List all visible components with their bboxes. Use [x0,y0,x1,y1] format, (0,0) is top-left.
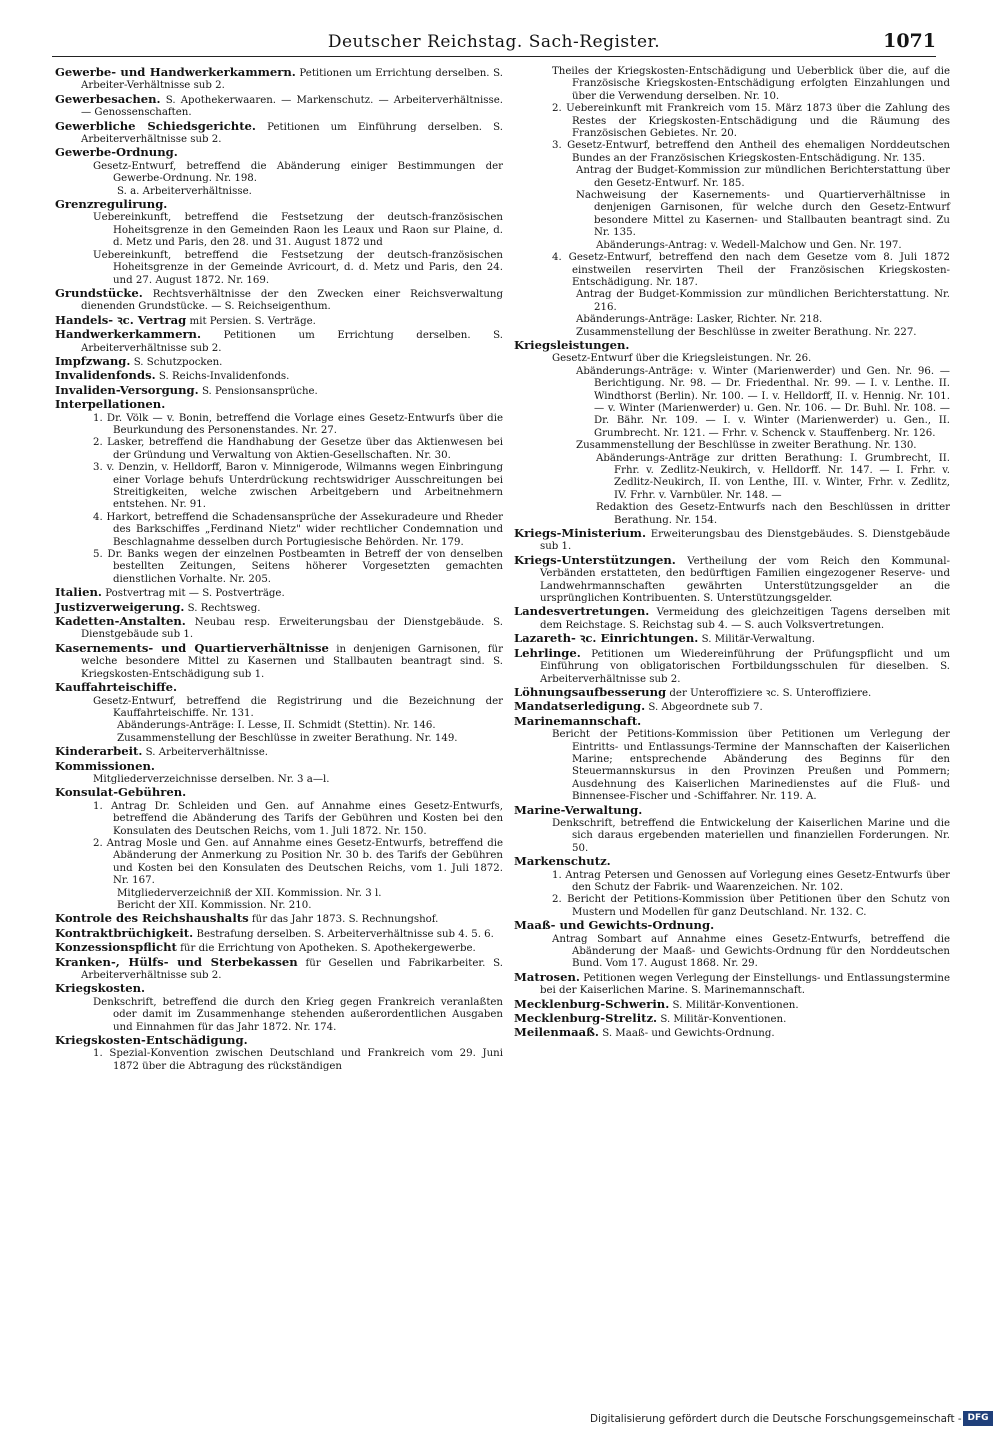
entry-heading-line [514,804,950,818]
entry-line [55,413,503,438]
entry-text: 1. Antrag Dr. Schleiden und Gen. auf Annahme eines Gesetz-Entwurfs, betreffend die Abänderung des Tarifs der Gebühren und Kosten bei den Konsulaten des Deutschen Reichs, vom 1. Juli 1872. Nr. 150. [93,800,503,837]
entry-line [514,453,950,503]
left-column [55,66,503,1073]
register-entry [55,786,503,912]
entry-text: 4. Harkort, betreffend die Schadensansprüche der Assekuradeure und Rheder des Barkschiffes „Ferdinand Nietz" wider rechtlicher Condemnation und Beschlagnahme desselben durch Portugiesische Behörden. Nr. 179. [93,511,503,548]
entry-line [514,934,950,971]
entry-text: Petitionen um Errichtung derselben. S. Arbeiterverhältnisse sub 2. [81,330,503,354]
entry-text: Postvertrag mit — S. Postverträge. [105,588,285,600]
register-entry [514,632,950,646]
entry-headword: Gewerbe-Ordnung. [55,145,178,160]
register-entry [55,642,503,681]
register-entry [55,314,503,328]
register-entry [514,1026,950,1040]
entry-text: Petitionen um Errichtung derselben. S. Arbeiter-Verhältnisse sub 2. [81,68,503,92]
page-header [52,30,936,57]
entry-line [55,601,503,615]
entry-heading-line [514,855,950,869]
entry-line [55,250,503,287]
entry-text: Gesetz-Entwurf über die Kriegsleistungen. Nr. 26. [552,353,812,365]
entry-headword: Landesvertretungen. [514,604,650,619]
entry-headword: Maaß- und Gewichts-Ordnung. [514,918,715,933]
register-entry [514,647,950,686]
entry-headword: Kriegskosten-Entschädigung. [55,1033,248,1048]
register-entry [55,601,503,615]
entry-headword: Kommissionen. [55,758,155,773]
entry-line [55,212,503,249]
entry-text: 2. Uebereinkunft mit Frankreich vom 15. März 1873 über die Zahlung des Restes der Kriegskosten-Entschädigung und die Räumung des Französischen Gebietes. Nr. 20. [552,103,950,140]
entry-text: Uebereinkunft, betreffend die Festsetzung der deutsch-französischen Hoheitsgrenze in der Gemeinde Avricourt, d. d. Metz und Paris, den 24. und 27. August 1872. Nr. 169. [93,249,503,286]
entry-line [514,289,950,314]
entry-text: Denkschrift, betreffend die Entwickelung der Kaiserlichen Marine und die sich daraus ergebenden materiellen und finanziellen Forderungen. Nr. 50. [552,817,950,854]
entry-headword: Kinderarbeit. [55,744,143,759]
entry-text: S. Rechtsweg. [187,602,261,614]
entry-headword: Marinemannschaft. [514,713,642,728]
entry-line [514,1026,950,1040]
entry-headword: Meilenmaaß. [514,1025,599,1040]
entry-line [55,287,503,314]
entry-text: Antrag der Budget-Kommission zur mündlichen Berichterstattung über den Gesetz-Entwurf. Nr. 185. [576,165,950,189]
entry-text: 5. Dr. Banks wegen der einzelnen Postbeamten in Betreff der von denselben bestellten Zeitungen, Seitens höherer Vorgesetzten gemachten dienstlichen Vorhalte. Nr. 205. [93,549,503,585]
entry-headword: Kriegs-Unterstützungen. [514,552,676,567]
entry-line [514,190,950,240]
entry-line [514,647,950,686]
entry-line [514,440,950,452]
register-entry [55,745,503,759]
entry-headword: Kontrole des Reichshaushalts [55,911,249,926]
entry-line [55,314,503,328]
entry-heading-line [514,919,950,933]
entry-text: 2. Antrag Mosle und Gen. auf Annahme eines Gesetz-Entwurfs, betreffend die Abänderung der Anmerkung zu Position Nr. 30 b. des Tarifs der Gebühren und Kosten bei den Konsulaten des Deutschen Reichs, vom 1. Juli 1872. Nr. 167. [93,837,503,887]
entry-line [514,1012,950,1026]
register-entry [55,93,503,120]
entry-line [55,462,503,512]
entry-headword: Grundstücke. [55,285,143,300]
entry-line [55,888,503,900]
register-entry [55,384,503,398]
page-number: 1071 [883,30,936,52]
entry-line [514,66,950,103]
entry-headword: Konzessionspflicht [55,940,177,955]
register-entry [55,398,503,586]
entry-line [55,941,503,955]
register-entry [55,369,503,383]
entry-line [514,252,950,289]
entry-headword: Mecklenburg-Schwerin. [514,996,670,1011]
entry-line [55,549,503,586]
entry-line [514,870,950,895]
right-column [514,66,950,1041]
entry-line [514,502,950,527]
entry-heading-line [55,398,503,412]
register-entry [514,1012,950,1026]
entry-line [514,527,950,554]
entry-text: 3. v. Denzin, v. Helldorff, Baron v. Minnigerode, Wilmanns wegen Einbringung einer Vorlage behufs Unterdrückung rechtswidriger Ausschreitungen bei Streitigkeiten, welche zwischen Arbeitgebern und Arbeitnehmern entstehen. Nr. 91. [93,462,503,511]
entry-headword: Kauffahrteischiffe. [55,680,178,695]
entry-headword: Grenzregulirung. [55,197,168,212]
entry-line [514,366,950,440]
entry-line [55,696,503,721]
entry-headword: Invaliden-Versorgung. [55,382,199,397]
entry-headword: Mandatserledigung. [514,699,646,714]
register-entry [55,681,503,745]
entry-text: 2. Lasker, betreffend die Handhabung der Gesetze über das Aktienwesen bei der Gründung und Verwaltung von Aktien-Gesellschaften. Nr. 30. [93,437,503,461]
entry-headword: Kontraktbrüchigkeit. [55,925,194,940]
register-entry [514,804,950,856]
entry-headword: Löhnungsaufbesserung [514,684,667,699]
register-entry [55,198,503,287]
entry-headword: Handwerkerkammern. [55,327,202,342]
entry-headword: Kriegskosten. [55,981,146,996]
entry-text: Abänderungs-Anträge: Lasker, Richter. Nr. 218. [576,314,823,326]
register-entry [514,66,950,339]
entry-text: Uebereinkunft, betreffend die Festsetzung der deutsch-französischen Hoheitsgrenze in den Gemeinden Raon les Leaux und Raon sur Plaine, d. d. Metz und Paris, den 28. und 31. August 1872 und [93,212,503,249]
entry-headword: Gewerbesachen. [55,91,161,106]
entry-line [55,93,503,120]
entry-text: S. Pensionsansprüche. [201,385,318,397]
entry-headword: Mecklenburg-Strelitz. [514,1011,658,1026]
entry-line [514,700,950,714]
register-entry [514,971,950,998]
entry-text: S. Schutzpocken. [133,356,223,368]
entry-text: Abänderungs-Anträge: I. Lesse, II. Schmidt (Stettin). Nr. 146. [117,720,436,732]
entry-heading-line [55,681,503,695]
entry-line [55,838,503,888]
entry-line [514,605,950,632]
entry-heading-line [55,786,503,800]
entry-line [55,956,503,983]
entry-text: Bericht der XII. Kommission. Nr. 210. [117,900,312,911]
entry-headword: Lazareth- ꝛc. Einrichtungen. [514,631,699,646]
entry-text: Zusammenstellung der Beschlüsse in zweiter Berathung. Nr. 227. [576,326,917,338]
entry-text: Antrag Sombart auf Annahme eines Gesetz-Entwurfs, betreffend die Abänderung der Maaß- und Gewichts-Ordnung für den Norddeutschen Bund. Vom 17. August 1868. Nr. 29. [552,933,950,970]
entry-line [514,103,950,140]
entry-text: S. Maaß- und Gewichts-Ordnung. [602,1028,775,1040]
entry-headword: Lehrlinge. [514,645,581,660]
entry-line [55,328,503,355]
entry-text: Bericht der Petitions-Kommission über Petitionen um Verlegung der Eintritts- und Entlassungs-Termine der Mannschaften der Kaiserlichen Marine; entsprechende Abänderung des Beginns für den Steuermannskursus in den Provinzen Preußen und Pommern; Ausdehnung des Kaiserlichen Marinedienstes auf die Fluß- und Binnensee-Fischer und -Schiffahrer. Nr. 119. A. [552,729,950,803]
register-entry [55,956,503,983]
register-entry [55,120,503,147]
entry-text: Abänderungs-Antrag: v. Wedell-Malchow und Gen. Nr. 197. [596,239,902,251]
entry-line [55,355,503,369]
entry-text: Erweiterungsbau des Dienstgebäudes. S. Dienstgebäude sub 1. [540,529,951,553]
entry-text: S. Militär-Verwaltung. [701,634,815,646]
entry-heading-line [55,198,503,212]
register-entry [55,760,503,787]
entry-line [55,369,503,383]
entry-line [514,140,950,165]
entry-heading-line [55,1034,503,1048]
entry-heading-line [514,339,950,353]
entry-headword: Markenschutz. [514,854,611,869]
register-entry [55,927,503,941]
entry-text: 3. Gesetz-Entwurf, betreffend den Antheil des ehemaligen Norddeutschen Bundes an der Französischen Kriegskosten-Entschädigung. Nr. 135. [552,140,950,164]
entry-text: 2. Bericht der Petitions-Kommission über Petitionen über den Schutz von Mustern und Modellen für ganz Deutschland. Nr. 132. C. [552,894,950,918]
entry-line [55,384,503,398]
register-entry [514,855,950,919]
entry-headword: Kriegsleistungen. [514,337,630,352]
entry-line [55,120,503,147]
entry-text: S. Militär-Konventionen. [660,1014,787,1026]
entry-line [55,642,503,681]
entry-headword: Interpellationen. [55,397,166,412]
entry-text: Abänderungs-Anträge zur dritten Berathung: I. Grumbrecht, II. Frhr. v. Zedlitz-Neukirch, v. Helldorff. Nr. 147. — I. Frhr. v. Zedlitz-Neukirch, II. von Lenthe, III. v. Winter, Frhr. v. Zedlitz, IV. Frhr. v. Varnbüler. Nr. 148. — [596,452,950,501]
entry-text: Zusammenstellung der Beschlüsse in zweiter Berathung. Nr. 149. [117,732,458,744]
entry-line [514,314,950,326]
entry-headword: Italien. [55,585,102,600]
register-entry [55,355,503,369]
entry-text: Mitgliederverzeichnisse derselben. Nr. 3 a—l. [93,773,330,785]
entry-text: S. Reichs-Invalidenfonds. [158,371,290,383]
entry-text: S. Arbeiterverhältnisse. [145,747,268,759]
register-entry [514,554,950,606]
entry-text: Antrag der Budget-Kommission zur mündlichen Berichterstattung. Nr. 216. [576,289,950,313]
entry-heading-line [55,146,503,160]
entry-text: für die Errichtung von Apotheken. S. Apothekergewerbe. [180,943,476,955]
entry-text: in denjenigen Garnisonen, für welche besondere Mittel zu Kasernen und Stallbauten beantragt sind. S. Kriegskosten-Entschädigung sub 1. [81,643,503,680]
register-entry [514,686,950,700]
entry-line [55,912,503,926]
register-entry [514,919,950,971]
entry-text: für Gesellen und Fabrikarbeiter. S. Arbeiterverhältnisse sub 2. [81,957,503,982]
entry-line [55,801,503,838]
entry-line [514,818,950,855]
entry-text: Bestrafung derselben. S. Arbeiterverhältnisse sub 4. 5. 6. [196,928,494,940]
entry-text: Petitionen um Wiedereinführung der Prüfungspflicht und um Einführung von obligatorischen Fortbildungsschulen für dieselben. S. Arbeiterverhältnisse sub 2. [540,648,950,685]
entry-line [55,437,503,462]
entry-text: S. a. Arbeiterverhältnisse. [117,185,252,197]
entry-text: Zusammenstellung der Beschlüsse in zweiter Berathung. Nr. 130. [576,440,917,452]
entry-line [514,165,950,190]
register-entry [55,328,503,355]
entry-line [55,586,503,600]
entry-headword: Kranken-, Hülfs- und Sterbekassen [55,954,298,969]
entry-headword: Impfzwang. [55,353,131,368]
entry-text: 1. Dr. Völk — v. Bonin, betreffend die Vorlage eines Gesetz-Entwurfs über die Beurkundung des Personenstandes. Nr. 27. [93,412,503,436]
entry-text: Vertheilung der vom Reich den Kommunal-Verbänden erstatteten, den bedürftigen Familien eingezogener Reserve- und Landwehrmannschaften gewährten Unterstützungsgelder an die ursprünglichen Kontribuenten. S. Unterstützungsgelder. [540,555,950,605]
entry-text: 4. Gesetz-Entwurf, betreffend den nach dem Gesetze vom 8. Juli 1872 einstweilen reservirten Theil der Französischen Kriegskosten-Entschädigung. Nr. 187. [552,252,950,288]
entry-headword: Marine-Verwaltung. [514,802,643,817]
entry-line [55,512,503,549]
entry-line [514,894,950,919]
entry-text: 1. Antrag Petersen und Genossen auf Vorlegung eines Gesetz-Entwurfs über den Schutz der Fabrik- und Waarenzeichen. Nr. 102. [552,869,950,893]
register-entry [55,982,503,1034]
register-entry [514,998,950,1012]
entry-line [55,720,503,732]
funding-note: Digitalisierung gefördert durch die Deutsche Forschungsgemeinschaft - [590,1413,962,1425]
entry-text: Vermeidung des gleichzeitigen Tagens derselben mit dem Reichstage. S. Reichstag sub 4. — S. auch Volksvertretungen. [540,607,950,631]
entry-line [514,240,950,252]
entry-line [514,632,950,646]
entry-headword: Gewerbliche Schiedsgerichte. [55,118,256,133]
entry-headword: Invalidenfonds. [55,368,156,383]
entry-line [55,1048,503,1073]
register-entry [514,339,950,527]
entry-text: Redaktion des Gesetz-Entwurfs nach den Beschlüssen in dritter Berathung. Nr. 154. [596,502,950,526]
entry-line [55,997,503,1034]
entry-heading-line [514,715,950,729]
register-entry [55,615,503,642]
register-entry [55,146,503,198]
entry-headword: Kriegs-Ministerium. [514,526,646,541]
entry-line [55,745,503,759]
entry-text: der Unteroffiziere ꝛc. S. Unteroffiziere. [669,687,872,699]
entry-headword: Matrosen. [514,969,580,984]
running-title: Deutscher Reichstag. Sach-Register. [327,32,661,52]
entry-text: S. Apothekerwaaren. — Markenschutz. — Arbeiterverhältnisse. — Genossenschaften. [81,94,503,119]
entry-line [55,615,503,642]
register-entry [55,586,503,600]
entry-text: Denkschrift, betreffend die durch den Krieg gegen Frankreich veranlaßten oder damit im Zusammenhange stehenden außerordentlichen Ausgaben und Einnahmen für das Jahr 1872. Nr. 174. [93,996,503,1033]
entry-text: Theiles der Kriegskosten-Entschädigung und Ueberblick über die, auf die Französische Kriegskosten-Entschädigung erfolgten Einzahlungen und über die Verwendung derselben. Nr. 10. [552,66,950,102]
dfg-logo: DFG [963,1411,993,1426]
entry-line [55,161,503,186]
entry-text: Gesetz-Entwurf, betreffend die Registrirung und die Bezeichnung der Kauffahrteischiffe. Nr. 131. [93,695,503,719]
entry-headword: Handels- ꝛc. Vertrag [55,312,187,327]
entry-line [514,353,950,365]
entry-heading-line [55,760,503,774]
register-entry [55,1034,503,1073]
entry-headword: Kadetten-Anstalten. [55,614,186,629]
register-entry [55,66,503,93]
register-entry [514,700,950,714]
entry-text: für das Jahr 1873. S. Rechnungshof. [251,914,439,926]
entry-line [514,554,950,606]
entry-text: Nachweisung der Kasernements- und Quartierverhältnisse in denjenigen Garnisonen, für welche durch den Gesetz-Entwurf besondere Mittel zu Kasernen- und Stallbauten beantragt sind. Zu Nr. 135. [576,190,950,239]
entry-headword: Justizverweigerung. [55,599,185,614]
register-entry [55,287,503,314]
entry-text: Gesetz-Entwurf, betreffend die Abänderung einiger Bestimmungen der Gewerbe-Ordnung. Nr. 198. [93,160,503,185]
entry-text: S. Militär-Konventionen. [672,999,799,1011]
entry-text: Neubau resp. Erweiterungsbau der Dienstgebäude. S. Dienstgebäude sub 1. [81,617,503,641]
entry-text: Rechtsverhältnisse der den Zwecken einer Reichsverwaltung dienenden Grundstücke. — S. Reichseigenthum. [81,288,503,313]
entry-heading-line [55,982,503,996]
entry-line [514,998,950,1012]
register-entry [55,941,503,955]
entry-line [514,971,950,998]
register-entry [55,912,503,926]
entry-text: Petitionen um Einführung derselben. S. Arbeiterverhältnisse sub 2. [81,121,503,146]
register-entry [514,715,950,804]
register-entry [514,605,950,632]
entry-text: Petitionen wegen Verlegung der Einstellungs- und Entlassungstermine bei der Kaiserlichen Marine. S. Marinemannschaft. [540,972,950,997]
entry-text: Mitgliederverzeichniß der XII. Kommission. Nr. 3 l. [117,887,382,899]
entry-line [55,927,503,941]
entry-headword: Kasernements- und Quartierverhältnisse [55,640,329,655]
entry-line [514,729,950,803]
entry-line [55,66,503,93]
entry-headword: Gewerbe- und Handwerkerkammern. [55,65,296,79]
entry-text: Abänderungs-Anträge: v. Winter (Marienwerder) und Gen. Nr. 96. — Berichtigung. Nr. 98. — Dr. Friedenthal. Nr. 99. — I. v. Lenthe. II. Windthorst (Berlin). Nr. 100. — I. v. Helldorff, II. v. Hennig. Nr. 101. — v. Winter (Marienwerder) u. Gen. Nr. 106. — Dr. Buhl. Nr. 108. — Dr. Bähr. Nr. 109. — I. v. Winter (Marienwerder) u. Gen., II. Grumbrecht. Nr. 121. — Frhr. v. Schenck v. Stauffenberg. Nr. 126. [576,365,950,439]
entry-line [514,686,950,700]
entry-headword: Konsulat-Gebühren. [55,785,187,800]
entry-text: mit Persien. S. Verträge. [189,315,316,327]
entry-text: 1. Spezial-Konvention zwischen Deutschland und Frankreich vom 29. Juni 1872 über die Abtragung des rückständigen [93,1048,503,1072]
entry-text: S. Abgeordnete sub 7. [648,702,763,714]
register-entry [514,527,950,554]
